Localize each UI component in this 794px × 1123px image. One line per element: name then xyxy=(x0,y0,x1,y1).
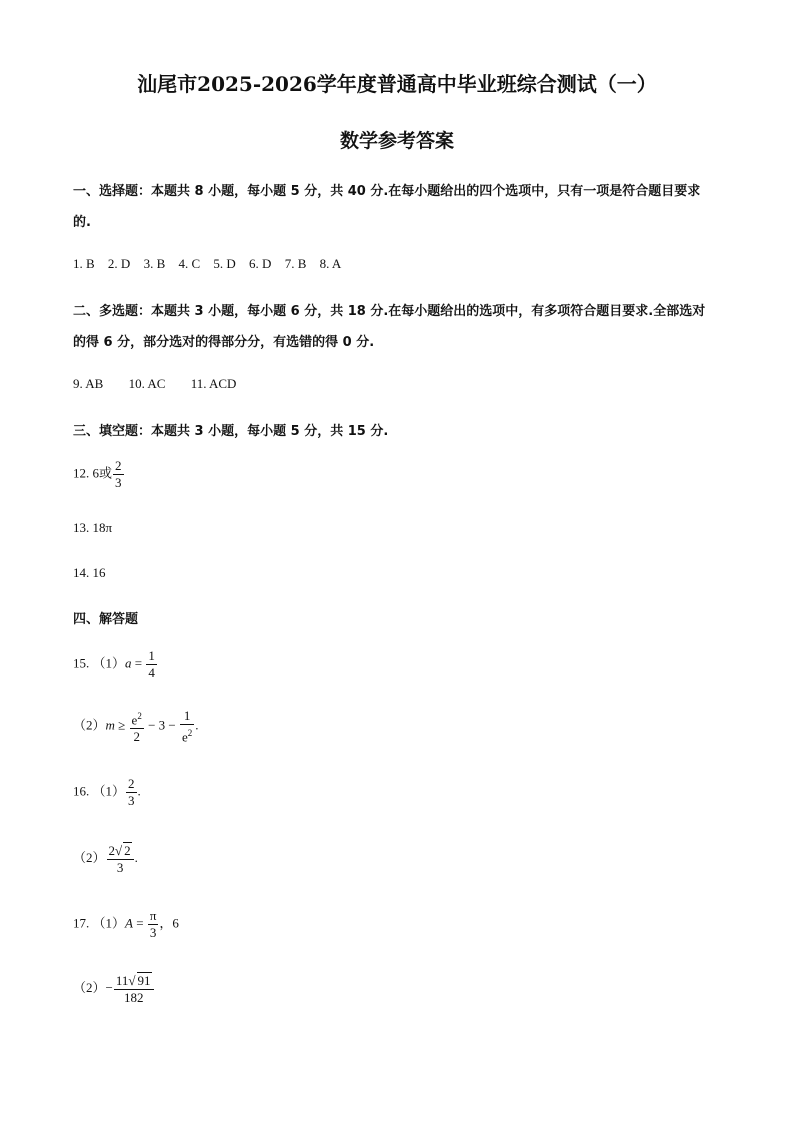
answer-11: 11. ACD xyxy=(190,376,237,391)
section-2-heading-cont: 的得 6 分，部分选对的得部分分，有选错的得 0 分. xyxy=(73,335,375,350)
answer-16-part-1: 16. （1） $\frac{2}{3}$ . xyxy=(73,776,141,808)
answer-1: 1. B xyxy=(73,256,95,271)
page-title: 汕尾市2025-2026学年度普通高中毕业班综合测试（一） xyxy=(137,72,657,96)
answer-10: 10. AC xyxy=(128,376,166,391)
fraction: $\frac{\pi}{3}$ xyxy=(149,908,157,940)
answer-17-part-1: 17. （1）A = $\frac{\pi}{3}$ ，6 xyxy=(73,908,179,940)
answer-14: 14. 16 xyxy=(73,565,106,580)
answer-13: 13. 18π xyxy=(73,520,113,535)
answer-16-part-2: （2） $\frac{2√ 2}{3}$ . xyxy=(73,843,138,875)
answer-4: 4. C xyxy=(178,256,201,271)
answer-3: 3. B xyxy=(143,256,166,271)
fraction: $\frac{1}{e^2}$ xyxy=(182,708,193,745)
answer-2: 2. D xyxy=(107,256,131,271)
section-1-heading: 一、选择题：本题共 8 小题，每小题 5 分，共 40 分.在每小题给出的四个选项中，只有一项是符合题目要求 xyxy=(73,184,701,199)
fraction: $\frac{1}{4}$ xyxy=(148,648,155,680)
fraction: $\frac{2√ 2}{3}$ xyxy=(107,842,134,876)
answer-15-part-2: （2）m ≥ $\frac{e^2}{2}$ − 3 − $\frac{1}{e^2}$ . xyxy=(73,708,199,745)
answer-5: 5. D xyxy=(213,256,236,271)
fraction: $\frac{2}{3}$ xyxy=(128,776,135,808)
fraction: $\frac{e^2}{2}$ xyxy=(130,708,144,745)
fraction: $\frac{2}{3}$ xyxy=(115,458,122,490)
section-4-heading: 四、解答题 xyxy=(73,612,139,627)
section-3-heading: 三、填空题：本题共 3 小题，每小题 5 分，共 15 分. xyxy=(73,424,389,439)
answer-17-part-2: （2）− $\frac{11√ 91}{182}$ xyxy=(73,972,155,1006)
section-2-heading: 二、多选题：本题共 3 小题，每小题 6 分，共 18 分.在每小题给出的选项中，有多项符合题目要求.全部选对 xyxy=(73,304,706,319)
multi-answers xyxy=(73,376,246,392)
fraction: $\frac{11√ 91}{182}$ xyxy=(114,972,154,1006)
choice-answers xyxy=(73,256,351,272)
answer-7: 7. B xyxy=(284,256,307,271)
answer-12: 12. 6或 $\frac{2}{3}$ xyxy=(73,458,122,490)
page-subtitle: 数学参考答案 xyxy=(339,130,454,152)
section-1-heading-cont: 的. xyxy=(73,215,91,230)
answer-6: 6. D xyxy=(249,256,272,271)
answer-8: 8. A xyxy=(319,256,342,271)
answer-15-part-1: 15. （1）a = $\frac{1}{4}$ xyxy=(73,648,155,680)
answer-9: 9. AB xyxy=(73,376,104,391)
